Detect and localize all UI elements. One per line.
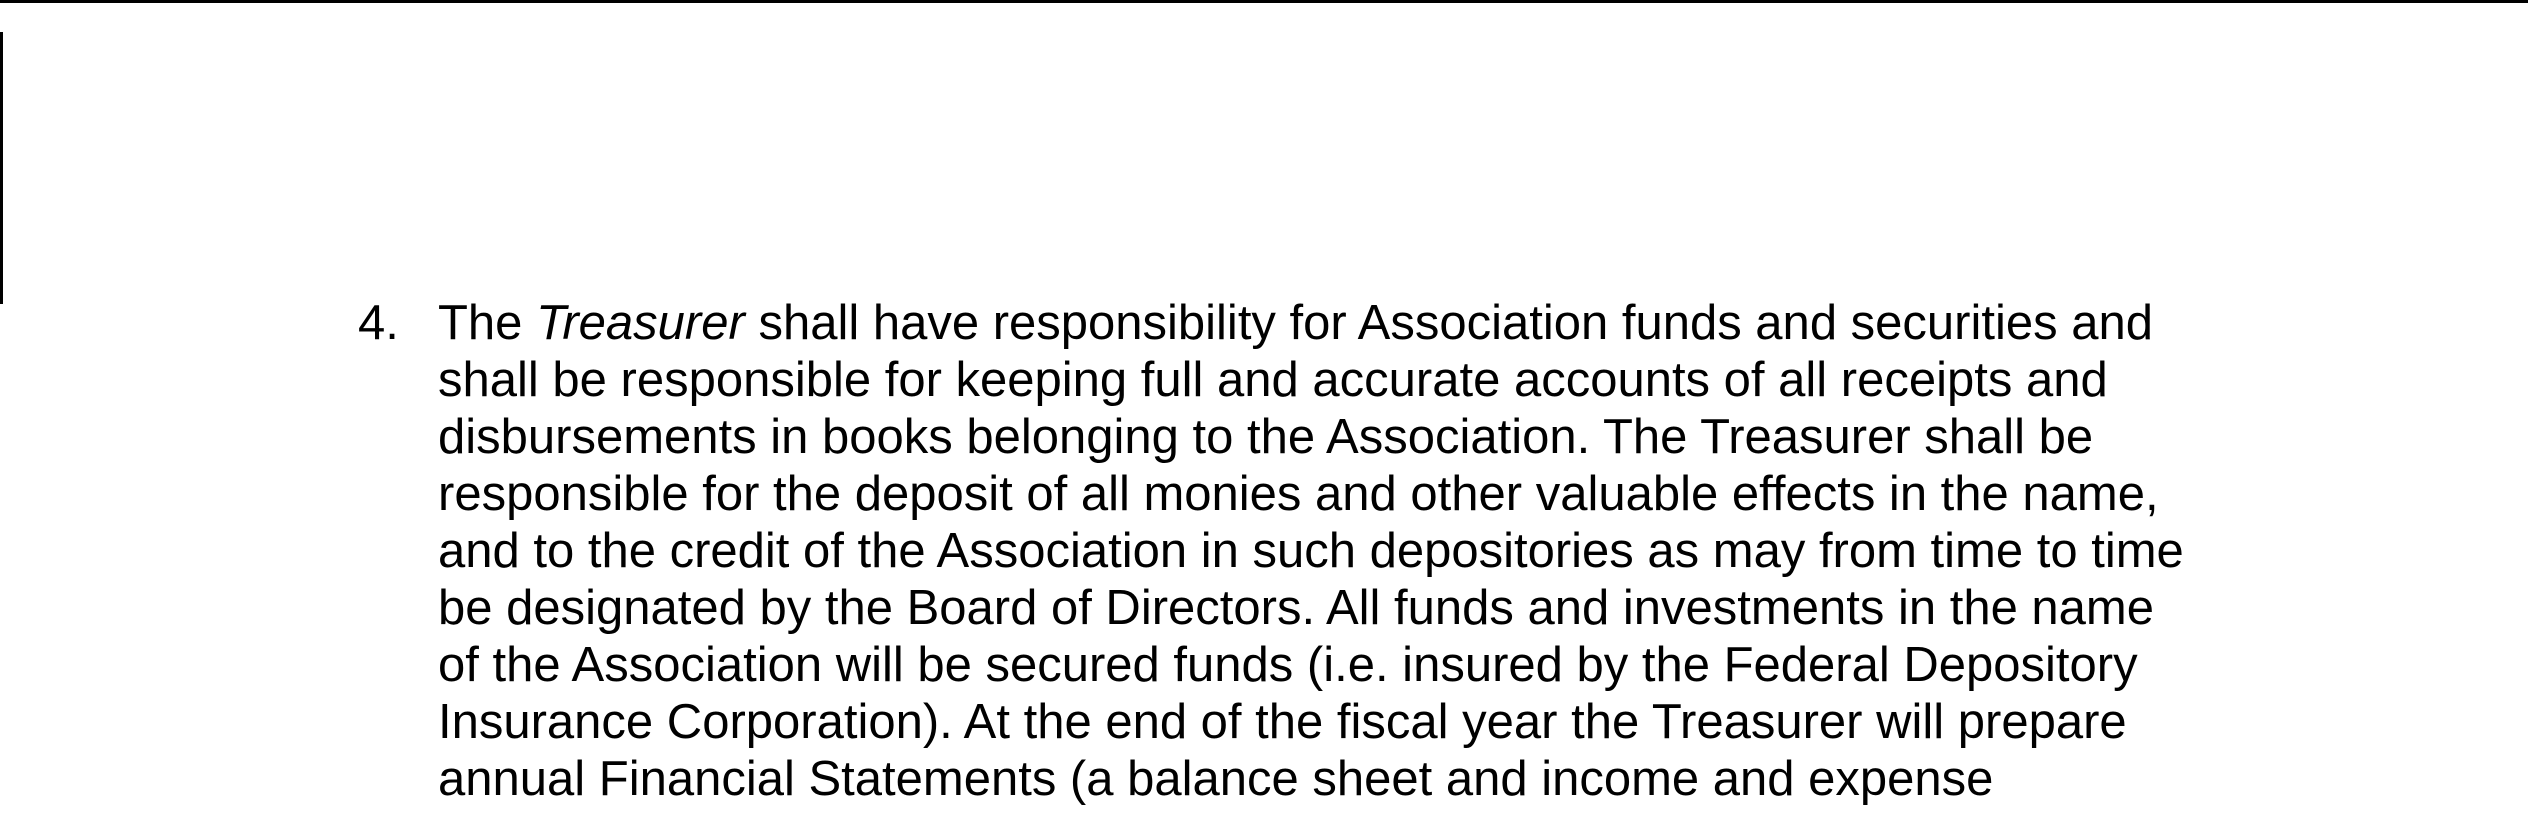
paragraph-line: disbursements in books belonging to the Association. The Treasurer shall be xyxy=(438,410,2094,464)
paragraph-line xyxy=(438,295,2184,352)
paragraph-number: 4. xyxy=(358,296,399,350)
paragraph-line: Insurance Corporation). At the end of the fiscal year the Treasurer will prepare xyxy=(438,695,2127,749)
paragraph-line: of the Association will be secured funds (i.e. insured by the Federal Depository xyxy=(438,638,2138,692)
paragraph-line: annual Financial Statements (a balance sheet and income and expense xyxy=(438,752,1994,806)
left-margin-line xyxy=(0,32,3,304)
paragraph-line: and to the credit of the Association in such depositories as may from time to time xyxy=(438,524,2184,578)
paragraph-line: be designated by the Board of Directors. All funds and investments in the name xyxy=(438,581,2155,635)
paragraph-line: shall be responsible for keeping full and accurate accounts of all receipts and xyxy=(438,353,2108,407)
line-text: shall have responsibility for Association funds and securities and xyxy=(744,296,2154,350)
treasurer-emphasis: Treasurer xyxy=(536,296,745,350)
top-border-line xyxy=(0,0,2528,3)
paragraph-text xyxy=(438,295,2184,808)
line-text: The xyxy=(438,296,537,350)
paragraph-line: responsible for the deposit of all monies and other valuable effects in the name, xyxy=(438,467,2159,521)
